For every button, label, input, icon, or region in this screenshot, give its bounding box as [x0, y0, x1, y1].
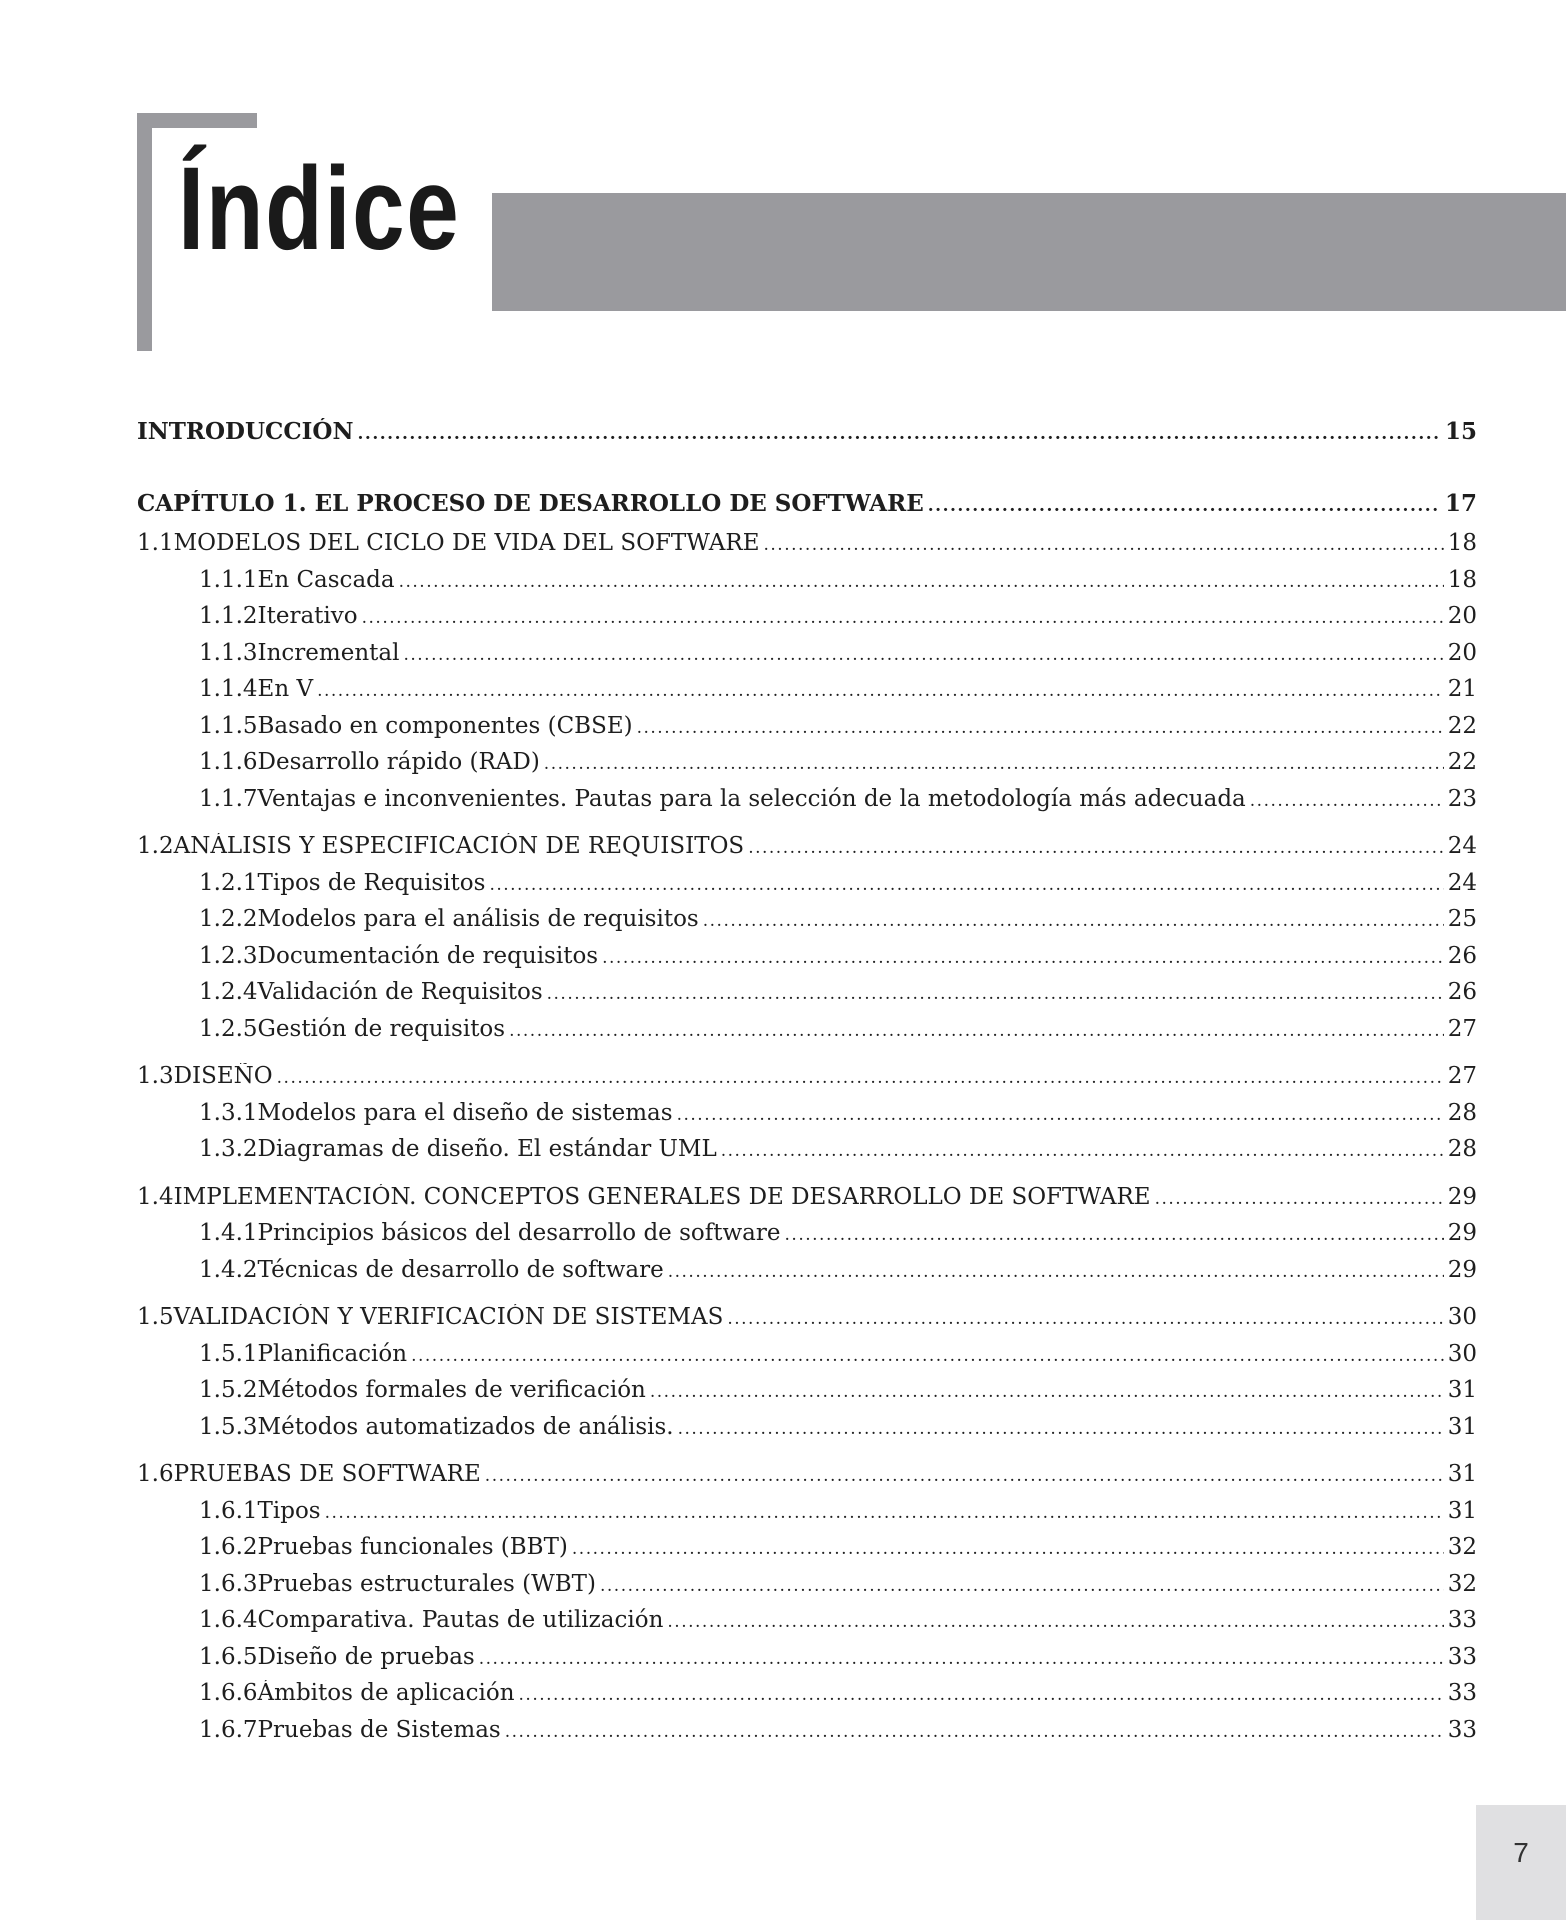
toc-entry-text: Gestión de requisitos: [257, 1015, 506, 1042]
toc-page-number: 21: [1447, 676, 1477, 702]
toc-entry-text: Principios básicos del desarrollo de software: [257, 1220, 781, 1246]
toc-row-1-1-6[interactable]: [137, 749, 1477, 786]
toc-entry-number: 1.6.7: [199, 1716, 258, 1743]
toc-row-1-1-1[interactable]: [137, 567, 1477, 604]
toc-entry-text: Pruebas de Sistemas: [257, 1716, 501, 1743]
toc-row-1-2-2[interactable]: [137, 906, 1477, 943]
toc-dot-leader: [572, 1539, 1444, 1559]
toc-row-1-6[interactable]: [137, 1461, 1477, 1498]
toc-entry-text: Pruebas estructurales (WBT): [257, 1570, 596, 1597]
toc-entry-number: 1.3: [137, 1063, 174, 1089]
toc-row-1-1-3[interactable]: [137, 640, 1477, 677]
toc-entry-number: 1.1.3: [199, 639, 258, 666]
toc-dot-leader: [785, 1225, 1444, 1245]
toc-row-1-1-7[interactable]: [137, 786, 1477, 823]
toc-dot-leader: [479, 1649, 1444, 1669]
toc-dot-leader: [602, 948, 1444, 968]
toc-dot-leader: [403, 645, 1443, 665]
toc-entry-text: Ámbitos de aplicación: [257, 1680, 515, 1706]
toc-entry-text: VALIDACIÓN Y VERIFICACIÓN DE SISTEMAS: [173, 1304, 724, 1330]
toc-dot-leader: [721, 1141, 1444, 1161]
toc-row-1-4-2[interactable]: [137, 1257, 1477, 1294]
toc-row-1-6-7[interactable]: [137, 1717, 1477, 1754]
toc-entry-text: Pruebas funcionales (BBT): [257, 1534, 568, 1560]
toc-entry-text: Basado en componentes (CBSE): [257, 712, 633, 739]
toc-entry-number: 1.6.6: [199, 1680, 258, 1706]
toc-row-1-1-5[interactable]: [137, 713, 1477, 750]
toc-page-number: 30: [1447, 1304, 1477, 1330]
title-bracket-horizontal: [137, 113, 257, 128]
toc-page-number: 33: [1447, 1680, 1477, 1706]
toc-row-1-2-3[interactable]: [137, 943, 1477, 980]
toc-page-number: 26: [1447, 979, 1477, 1005]
toc-row-1-3-2[interactable]: [137, 1136, 1477, 1173]
toc-page-number: 24: [1447, 869, 1477, 896]
toc-entry-text: ANÁLISIS Y ESPECIFICACIÓN DE REQUISITOS: [173, 833, 745, 859]
toc-page-number: 31: [1447, 1377, 1477, 1403]
toc-entry-text: En V: [257, 676, 314, 702]
toc-page-number: 24: [1447, 833, 1477, 859]
toc-entry-text: Incremental: [257, 639, 400, 666]
toc-dot-leader: [519, 1685, 1444, 1705]
toc-page-number: 27: [1447, 1063, 1477, 1089]
toc-entry-text: IMPLEMENTACIÓN. CONCEPTOS GENERALES DE DESARROLLO DE SOFTWARE: [173, 1183, 1151, 1210]
toc-entry-text: Comparativa. Pautas de utilización: [257, 1607, 664, 1633]
toc-dot-leader: [668, 1262, 1444, 1282]
toc-entry-text: Iterativo: [257, 603, 358, 629]
toc-row-1-6-3[interactable]: [137, 1571, 1477, 1608]
toc-entry-text: PRUEBAS DE SOFTWARE: [173, 1461, 481, 1487]
toc-dot-leader: [928, 496, 1441, 516]
toc-row-1-3[interactable]: [137, 1063, 1477, 1100]
toc-entry-number: 1.1.5: [199, 712, 258, 739]
toc-entry-number: 1.4.1: [199, 1220, 258, 1246]
toc-entry-number: 1.4: [137, 1183, 174, 1210]
toc-entry-number: 1.6.2: [199, 1534, 258, 1560]
toc-page-number: 31: [1447, 1461, 1477, 1487]
toc-row-1-2-4[interactable]: [137, 979, 1477, 1016]
toc-page-number: 22: [1447, 749, 1477, 775]
toc-entry-text: INTRODUCCIÓN: [137, 418, 354, 445]
toc-entry-number: 1.4.2: [199, 1256, 258, 1283]
toc-entry-number: 1.2: [137, 833, 174, 859]
toc-row-1-5-3[interactable]: [137, 1414, 1477, 1451]
toc-dot-leader: [763, 535, 1443, 555]
toc-dot-leader: [411, 1346, 1444, 1366]
toc-page-number: 30: [1447, 1340, 1477, 1367]
toc-page-number: 25: [1447, 906, 1477, 932]
toc-dot-leader: [544, 754, 1444, 774]
toc-dot-leader: [399, 572, 1444, 592]
toc-dot-leader: [1155, 1189, 1444, 1209]
toc-row-1-6-6[interactable]: [137, 1680, 1477, 1717]
toc-row-1-6-1[interactable]: [137, 1498, 1477, 1535]
toc-entry-number: 1.6.1: [199, 1497, 258, 1524]
toc-page-number: 20: [1447, 603, 1477, 629]
toc-page-number: 18: [1447, 530, 1477, 556]
toc-page-number: 15: [1444, 418, 1477, 445]
toc-page-number: 17: [1444, 490, 1477, 517]
toc-page-number: 28: [1447, 1099, 1477, 1126]
toc-row-chapter-1[interactable]: [137, 490, 1477, 530]
toc-entry-number: 1.1.6: [199, 749, 258, 775]
toc-row-1-5-1[interactable]: [137, 1341, 1477, 1378]
toc-entry-text: Modelos para el diseño de sistemas: [257, 1099, 673, 1126]
toc-dot-leader: [325, 1503, 1444, 1523]
toc-entry-text: Métodos automatizados de análisis.: [257, 1413, 674, 1440]
toc-row-1-1-4[interactable]: [137, 676, 1477, 713]
toc-entry-text: Documentación de requisitos: [257, 942, 599, 969]
toc-dot-leader: [277, 1068, 1444, 1088]
toc-row-1-1-2[interactable]: [137, 603, 1477, 640]
toc-entry-number: 1.2.5: [199, 1015, 258, 1042]
toc-entry-text: Desarrollo rápido (RAD): [257, 749, 540, 775]
toc-row-1-5-2[interactable]: [137, 1377, 1477, 1414]
toc-dot-leader: [1250, 791, 1444, 811]
toc-page-number: 33: [1447, 1607, 1477, 1633]
toc-dot-leader: [505, 1722, 1444, 1742]
toc-entry-text: Planificación: [257, 1340, 408, 1367]
toc-entry-number: 1.5.2: [199, 1377, 258, 1403]
toc-entry-number: 1.5.1: [199, 1340, 258, 1367]
page-number: 7: [1513, 1837, 1529, 1868]
toc-row-1-6-5[interactable]: [137, 1644, 1477, 1681]
toc-entry-number: 1.1.7: [199, 785, 258, 812]
toc-entry-text: DISEÑO: [173, 1063, 273, 1089]
toc-entry-number: 1.3.2: [199, 1136, 258, 1162]
toc-dot-leader: [637, 718, 1444, 738]
title-bracket-vertical: [137, 113, 152, 351]
toc-entry-text: Diagramas de diseño. El estándar UML: [257, 1136, 717, 1162]
toc-page-number: 31: [1447, 1413, 1477, 1440]
toc-dot-leader: [509, 1021, 1444, 1041]
toc-entry-text: Métodos formales de verificación: [257, 1377, 646, 1403]
toc-dot-leader: [650, 1382, 1444, 1402]
toc-entry-text: Modelos para el análisis de requisitos: [257, 906, 699, 932]
toc-entry-text: Diseño de pruebas: [257, 1643, 475, 1670]
toc-entry-number: 1.2.1: [199, 869, 258, 896]
toc-page-number: 32: [1447, 1570, 1477, 1597]
toc-page-number: 28: [1447, 1136, 1477, 1162]
toc-entry-number: 1.6.4: [199, 1607, 258, 1633]
title-bar: [492, 193, 1566, 311]
toc-entry-text: MODELOS DEL CICLO DE VIDA DEL SOFTWARE: [173, 530, 760, 556]
toc-entry-text: Tipos de Requisitos: [257, 869, 486, 896]
toc-dot-leader: [703, 911, 1444, 931]
toc-dot-leader: [317, 681, 1444, 701]
toc-row-1-6-4[interactable]: [137, 1607, 1477, 1644]
page-number-box: [1476, 1805, 1566, 1920]
toc-entry-number: 1.2.4: [199, 979, 258, 1005]
toc-entry-text: Ventajas e inconvenientes. Pautas para la selección de la metodología más adecuada: [257, 785, 1246, 812]
toc-dot-leader: [727, 1309, 1443, 1329]
toc-entry-number: 1.2.3: [199, 942, 258, 969]
toc-dot-leader: [362, 608, 1444, 628]
toc-page-number: 29: [1447, 1220, 1477, 1246]
toc-page-number: 27: [1447, 1015, 1477, 1042]
toc-row-1-2-1[interactable]: [137, 870, 1477, 907]
toc-row-1-4-1[interactable]: [137, 1220, 1477, 1257]
toc-row-1-4[interactable]: [137, 1184, 1477, 1221]
toc-dot-leader: [485, 1466, 1444, 1486]
toc-page-number: 20: [1447, 639, 1477, 666]
toc-row-1-5[interactable]: [137, 1304, 1477, 1341]
table-of-contents: [137, 418, 1477, 1753]
toc-dot-leader: [600, 1576, 1444, 1596]
toc-row-introduccion[interactable]: [137, 418, 1477, 458]
toc-entry-text: CAPÍTULO 1. EL PROCESO DE DESARROLLO DE SOFTWARE: [137, 490, 924, 517]
toc-entry-number: 1.6.3: [199, 1570, 258, 1597]
toc-entry-text: Validación de Requisitos: [257, 979, 543, 1005]
toc-dot-leader: [678, 1419, 1444, 1439]
toc-entry-number: 1.1.1: [199, 566, 258, 593]
toc-page-number: 31: [1447, 1497, 1477, 1524]
toc-page-number: 22: [1447, 712, 1477, 739]
toc-entry-text: En Cascada: [257, 566, 395, 593]
toc-row-1-1[interactable]: [137, 530, 1477, 567]
toc-entry-number: 1.5.3: [199, 1413, 258, 1440]
toc-page-number: 33: [1447, 1716, 1477, 1743]
toc-dot-leader: [489, 875, 1443, 895]
toc-dot-leader: [748, 838, 1444, 858]
toc-entry-number: 1.1.4: [199, 676, 258, 702]
toc-page-number: 18: [1447, 566, 1477, 593]
toc-row-1-2-5[interactable]: [137, 1016, 1477, 1053]
toc-entry-number: 1.6: [137, 1461, 174, 1487]
toc-page-number: 23: [1447, 785, 1477, 812]
toc-row-1-6-2[interactable]: [137, 1534, 1477, 1571]
toc-dot-leader: [357, 424, 1441, 444]
toc-entry-number: 1.2.2: [199, 906, 258, 932]
toc-row-1-3-1[interactable]: [137, 1100, 1477, 1137]
toc-page-number: 29: [1447, 1256, 1477, 1283]
toc-entry-text: Técnicas de desarrollo de software: [257, 1256, 664, 1283]
toc-dot-leader: [547, 984, 1444, 1004]
toc-entry-number: 1.1: [137, 530, 174, 556]
toc-page-number: 29: [1447, 1183, 1477, 1210]
toc-entry-number: 1.1.2: [199, 603, 258, 629]
page-title: Índice: [178, 143, 461, 275]
toc-dot-leader: [677, 1105, 1444, 1125]
toc-page-number: 26: [1447, 942, 1477, 969]
toc-page-number: 33: [1447, 1643, 1477, 1670]
toc-entry-text: Tipos: [257, 1497, 321, 1524]
toc-entry-number: 1.5: [137, 1304, 174, 1330]
toc-dot-leader: [667, 1612, 1443, 1632]
toc-entry-number: 1.3.1: [199, 1099, 258, 1126]
toc-page-number: 32: [1447, 1534, 1477, 1560]
toc-row-1-2[interactable]: [137, 833, 1477, 870]
toc-entry-number: 1.6.5: [199, 1643, 258, 1670]
